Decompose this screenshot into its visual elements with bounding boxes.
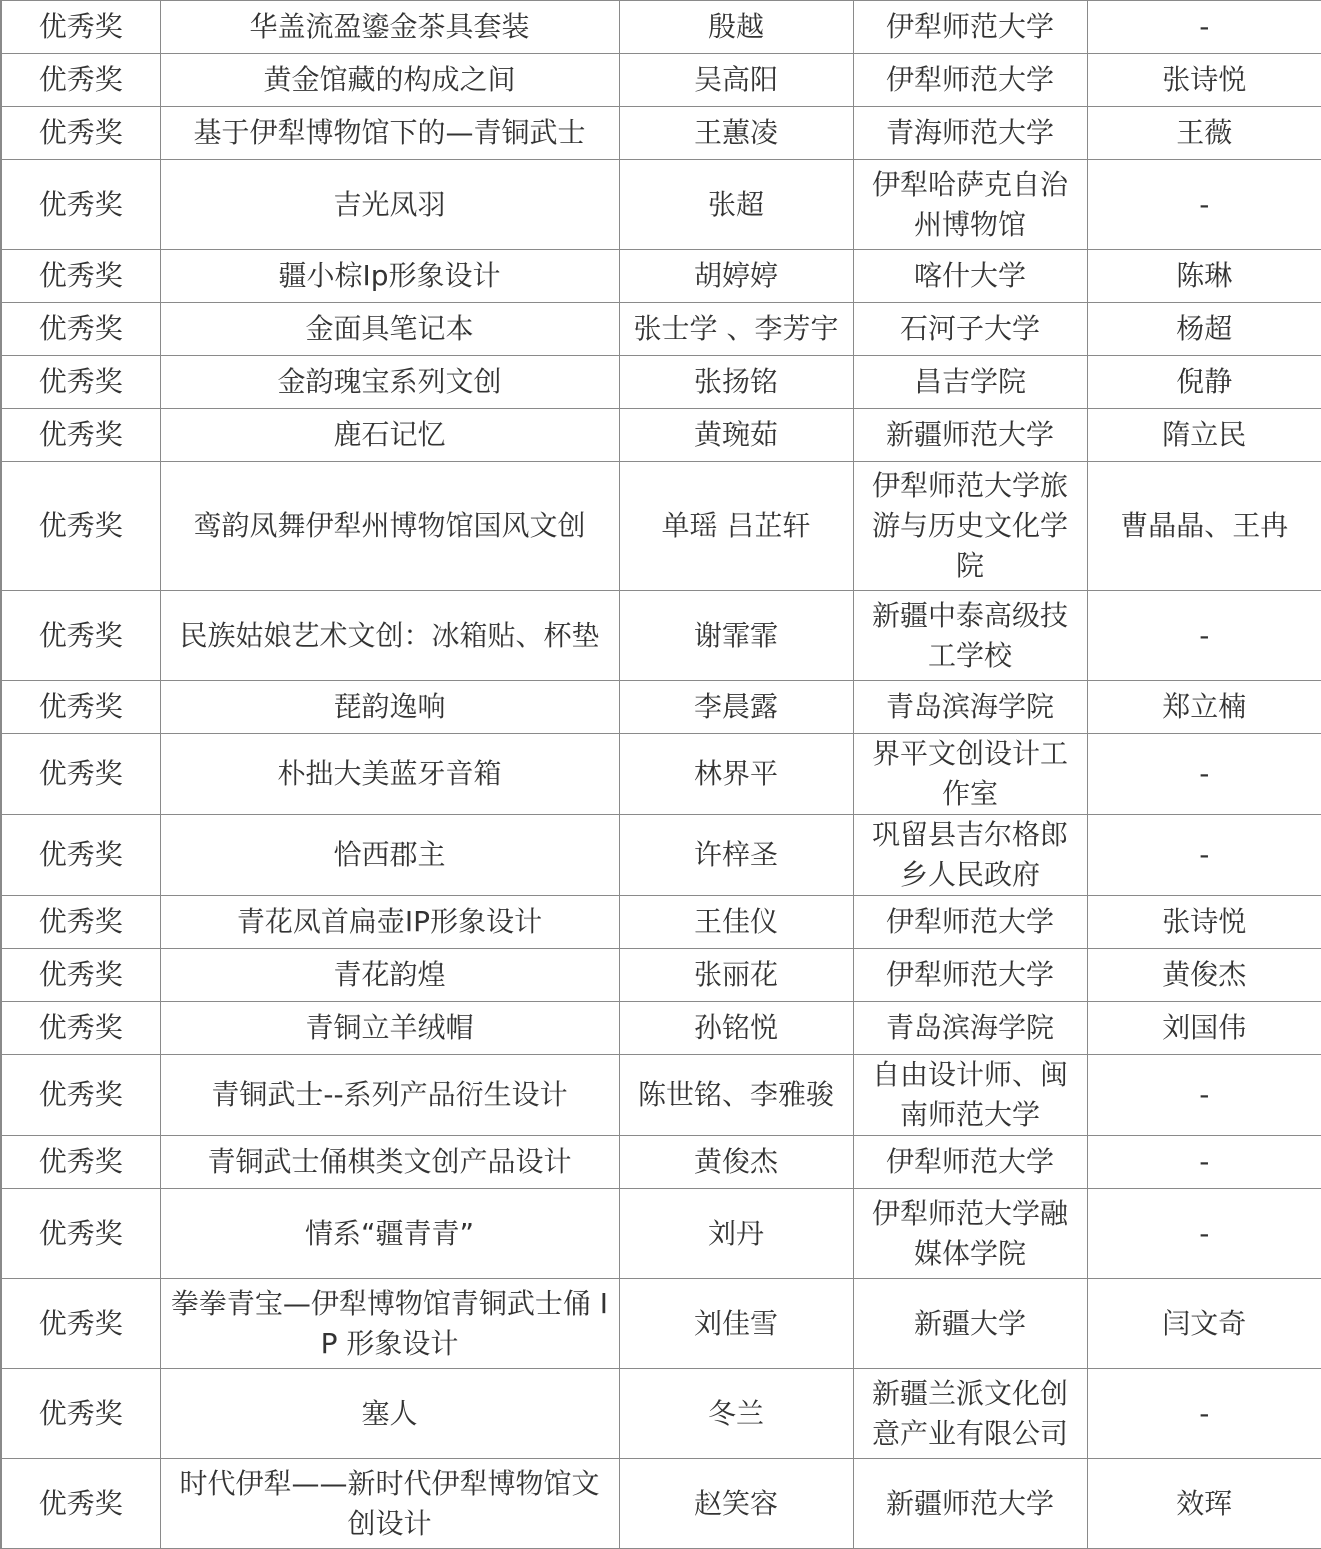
author-cell: 胡婷婷 bbox=[619, 250, 853, 303]
advisor-cell: - bbox=[1087, 734, 1321, 815]
organization-cell: 喀什大学 bbox=[853, 250, 1087, 303]
table-row bbox=[1, 681, 1321, 734]
organization-cell: 青岛滨海学院 bbox=[853, 1002, 1087, 1055]
work-title-cell: 青花凤首扁壶IP形象设计 bbox=[160, 896, 619, 949]
author-cell: 张扬铭 bbox=[619, 356, 853, 409]
award-cell: 优秀奖 bbox=[1, 54, 160, 107]
table-row bbox=[1, 1369, 1321, 1459]
author-cell: 赵笑容 bbox=[619, 1459, 853, 1549]
work-title-cell: 朴拙大美蓝牙音箱 bbox=[160, 734, 619, 815]
award-cell: 优秀奖 bbox=[1, 1055, 160, 1136]
work-title-cell: 基于伊犁博物馆下的—青铜武士 bbox=[160, 107, 619, 160]
organization-cell: 伊犁师范大学旅游与历史文化学院 bbox=[853, 462, 1087, 591]
advisor-cell: 陈琳 bbox=[1087, 250, 1321, 303]
award-cell: 优秀奖 bbox=[1, 409, 160, 462]
work-title-cell: 青铜武士--系列产品衍生设计 bbox=[160, 1055, 619, 1136]
table-row bbox=[1, 356, 1321, 409]
organization-cell: 新疆大学 bbox=[853, 1279, 1087, 1369]
award-cell: 优秀奖 bbox=[1, 949, 160, 1002]
organization-cell: 昌吉学院 bbox=[853, 356, 1087, 409]
work-title-cell: 民族姑娘艺术文创：冰箱贴、杯垫 bbox=[160, 591, 619, 681]
organization-cell: 伊犁师范大学 bbox=[853, 54, 1087, 107]
advisor-cell: 效珲 bbox=[1087, 1459, 1321, 1549]
work-title-cell: 鹿石记忆 bbox=[160, 409, 619, 462]
table-row bbox=[1, 815, 1321, 896]
author-cell: 张超 bbox=[619, 160, 853, 250]
advisor-cell: - bbox=[1087, 1055, 1321, 1136]
award-cell: 优秀奖 bbox=[1, 896, 160, 949]
work-title-cell: 华盖流盈鎏金茶具套装 bbox=[160, 1, 619, 54]
award-cell: 优秀奖 bbox=[1, 1369, 160, 1459]
award-cell: 优秀奖 bbox=[1, 681, 160, 734]
table-row bbox=[1, 591, 1321, 681]
table-row bbox=[1, 1002, 1321, 1055]
award-cell: 优秀奖 bbox=[1, 734, 160, 815]
work-title-cell: 拳拳青宝—伊犁博物馆青铜武士俑 IP 形象设计 bbox=[160, 1279, 619, 1369]
table-row bbox=[1, 734, 1321, 815]
author-cell: 刘丹 bbox=[619, 1189, 853, 1279]
organization-cell: 伊犁师范大学融媒体学院 bbox=[853, 1189, 1087, 1279]
author-cell: 王佳仪 bbox=[619, 896, 853, 949]
author-cell: 孙铭悦 bbox=[619, 1002, 853, 1055]
organization-cell: 伊犁师范大学 bbox=[853, 896, 1087, 949]
advisor-cell: 刘国伟 bbox=[1087, 1002, 1321, 1055]
advisor-cell: - bbox=[1087, 591, 1321, 681]
author-cell: 黄琬茹 bbox=[619, 409, 853, 462]
advisor-cell: 曹晶晶、王冉 bbox=[1087, 462, 1321, 591]
table-row bbox=[1, 1279, 1321, 1369]
author-cell: 陈世铭、李雅骏 bbox=[619, 1055, 853, 1136]
advisor-cell: 郑立楠 bbox=[1087, 681, 1321, 734]
table-row bbox=[1, 462, 1321, 591]
author-cell: 谢霏霏 bbox=[619, 591, 853, 681]
work-title-cell: 吉光凤羽 bbox=[160, 160, 619, 250]
advisor-cell: - bbox=[1087, 815, 1321, 896]
award-cell: 优秀奖 bbox=[1, 250, 160, 303]
table-row bbox=[1, 1459, 1321, 1549]
organization-cell: 伊犁师范大学 bbox=[853, 1136, 1087, 1189]
advisor-cell: 倪静 bbox=[1087, 356, 1321, 409]
table-row bbox=[1, 1189, 1321, 1279]
organization-cell: 自由设计师、闽南师范大学 bbox=[853, 1055, 1087, 1136]
work-title-cell: 青铜立羊绒帽 bbox=[160, 1002, 619, 1055]
organization-cell: 伊犁师范大学 bbox=[853, 1, 1087, 54]
organization-cell: 青海师范大学 bbox=[853, 107, 1087, 160]
author-cell: 冬兰 bbox=[619, 1369, 853, 1459]
table-row bbox=[1, 409, 1321, 462]
advisor-cell: 张诗悦 bbox=[1087, 54, 1321, 107]
award-cell: 优秀奖 bbox=[1, 107, 160, 160]
award-cell: 优秀奖 bbox=[1, 1136, 160, 1189]
advisor-cell: - bbox=[1087, 1369, 1321, 1459]
table-row bbox=[1, 1136, 1321, 1189]
table-row bbox=[1, 1055, 1321, 1136]
work-title-cell: 黄金馆藏的构成之间 bbox=[160, 54, 619, 107]
work-title-cell: 疆小棕Ip形象设计 bbox=[160, 250, 619, 303]
author-cell: 王蕙凌 bbox=[619, 107, 853, 160]
organization-cell: 新疆中泰高级技工学校 bbox=[853, 591, 1087, 681]
advisor-cell: - bbox=[1087, 1189, 1321, 1279]
advisor-cell: 闫文奇 bbox=[1087, 1279, 1321, 1369]
table-row bbox=[1, 54, 1321, 107]
award-cell: 优秀奖 bbox=[1, 1, 160, 54]
advisor-cell: 杨超 bbox=[1087, 303, 1321, 356]
author-cell: 殷越 bbox=[619, 1, 853, 54]
award-cell: 优秀奖 bbox=[1, 1459, 160, 1549]
organization-cell: 伊犁哈萨克自治州博物馆 bbox=[853, 160, 1087, 250]
advisor-cell: 黄俊杰 bbox=[1087, 949, 1321, 1002]
organization-cell: 伊犁师范大学 bbox=[853, 949, 1087, 1002]
table-row bbox=[1, 250, 1321, 303]
award-cell: 优秀奖 bbox=[1, 815, 160, 896]
award-cell: 优秀奖 bbox=[1, 356, 160, 409]
award-cell: 优秀奖 bbox=[1, 1279, 160, 1369]
advisor-cell: - bbox=[1087, 1136, 1321, 1189]
author-cell: 刘佳雪 bbox=[619, 1279, 853, 1369]
award-cell: 优秀奖 bbox=[1, 591, 160, 681]
author-cell: 李晨露 bbox=[619, 681, 853, 734]
advisor-cell: 王薇 bbox=[1087, 107, 1321, 160]
table-row bbox=[1, 303, 1321, 356]
work-title-cell: 恰西郡主 bbox=[160, 815, 619, 896]
organization-cell: 新疆兰派文化创意产业有限公司 bbox=[853, 1369, 1087, 1459]
organization-cell: 界平文创设计工作室 bbox=[853, 734, 1087, 815]
organization-cell: 新疆师范大学 bbox=[853, 409, 1087, 462]
organization-cell: 石河子大学 bbox=[853, 303, 1087, 356]
author-cell: 单瑶 吕芷轩 bbox=[619, 462, 853, 591]
awards-table-body bbox=[1, 1, 1321, 1549]
award-cell: 优秀奖 bbox=[1, 160, 160, 250]
award-cell: 优秀奖 bbox=[1, 462, 160, 591]
table-row bbox=[1, 107, 1321, 160]
author-cell: 张士学 、李芳宇 bbox=[619, 303, 853, 356]
work-title-cell: 琵韵逸响 bbox=[160, 681, 619, 734]
work-title-cell: 金面具笔记本 bbox=[160, 303, 619, 356]
advisor-cell: - bbox=[1087, 1, 1321, 54]
advisor-cell: 张诗悦 bbox=[1087, 896, 1321, 949]
work-title-cell: 塞人 bbox=[160, 1369, 619, 1459]
work-title-cell: 鸾韵凤舞伊犁州博物馆国风文创 bbox=[160, 462, 619, 591]
organization-cell: 新疆师范大学 bbox=[853, 1459, 1087, 1549]
author-cell: 林界平 bbox=[619, 734, 853, 815]
table-row bbox=[1, 896, 1321, 949]
table-row bbox=[1, 160, 1321, 250]
author-cell: 吴高阳 bbox=[619, 54, 853, 107]
author-cell: 张丽花 bbox=[619, 949, 853, 1002]
advisor-cell: - bbox=[1087, 160, 1321, 250]
author-cell: 许梓圣 bbox=[619, 815, 853, 896]
table-row bbox=[1, 1, 1321, 54]
work-title-cell: 时代伊犁——新时代伊犁博物馆文创设计 bbox=[160, 1459, 619, 1549]
organization-cell: 青岛滨海学院 bbox=[853, 681, 1087, 734]
work-title-cell: 金韵瑰宝系列文创 bbox=[160, 356, 619, 409]
organization-cell: 巩留县吉尔格郎乡人民政府 bbox=[853, 815, 1087, 896]
award-cell: 优秀奖 bbox=[1, 1002, 160, 1055]
advisor-cell: 隋立民 bbox=[1087, 409, 1321, 462]
author-cell: 黄俊杰 bbox=[619, 1136, 853, 1189]
award-cell: 优秀奖 bbox=[1, 1189, 160, 1279]
work-title-cell: 青铜武士俑棋类文创产品设计 bbox=[160, 1136, 619, 1189]
award-cell: 优秀奖 bbox=[1, 303, 160, 356]
table-row bbox=[1, 949, 1321, 1002]
work-title-cell: 情系“疆青青” bbox=[160, 1189, 619, 1279]
work-title-cell: 青花韵煌 bbox=[160, 949, 619, 1002]
